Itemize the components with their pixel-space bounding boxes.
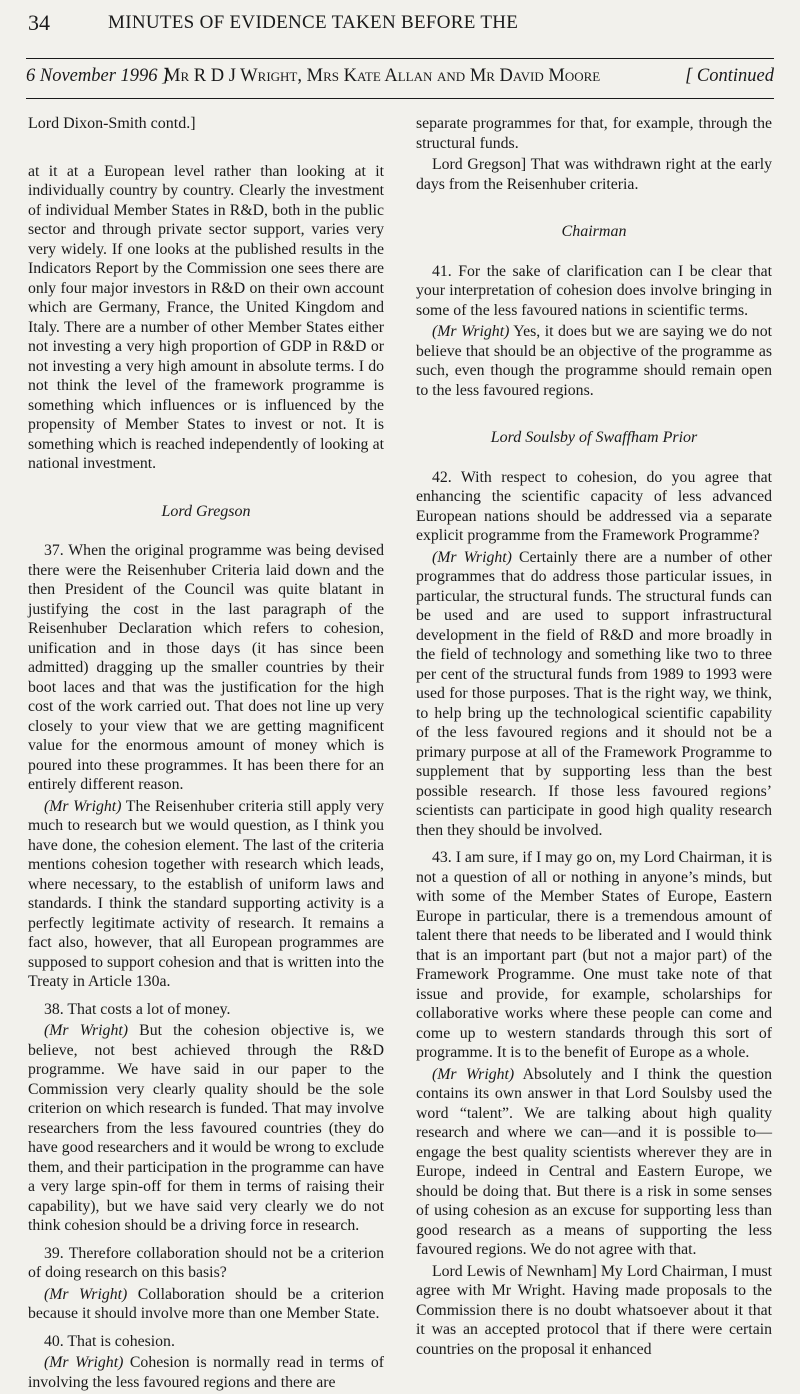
running-title: MINUTES OF EVIDENCE TAKEN BEFORE THE xyxy=(108,12,519,33)
question-38: 38. That costs a lot of money. xyxy=(44,1000,231,1018)
speaker-heading: Lord Soulsby of Swaffham Prior xyxy=(490,429,698,446)
interjection-gregson: Lord Gregson] That was withdrawn right at the early days from the Reisenhuber criteria. xyxy=(416,156,772,193)
left-column xyxy=(28,114,384,1394)
interjection-lewis: Lord Lewis of Newnham] My Lord Chairman, I must agree with Mr Wright. Having made proposals to the Commission there is no doubt whatsoever about it that it was an accepted protocol that if there were certain countries on the proposal it enhanced xyxy=(416,1262,772,1358)
answer-text: Collaboration should be a criterion because it should involve more than one Member State. xyxy=(28,1285,384,1322)
answer-37 xyxy=(28,797,384,992)
answer-text: But the cohesion objective is, we believe, not best achieved through the R&D programme. We have said in our paper to the Commission very clearly quality should be the sole criterion on which research is funded. That may involve researchers from the less favoured countries (they do have good researchers and it would be wrong to exclude them, and their participation in the programme can have a very large spin-off for them in terms of raising their capability), but we have said very clearly we do not think cohesion should be a driving force in research. xyxy=(28,1022,384,1234)
answer-42 xyxy=(416,548,772,841)
witness-label: (Mr Wright) xyxy=(432,548,512,566)
answer-43 xyxy=(416,1065,772,1260)
witness-label: (Mr Wright) xyxy=(44,1285,128,1303)
question-37: 37. When the original programme was being devised there were the Reisenhuber Criteria laid down and the then President of the Council was quite blatant in justifying the cost in the last paragraph of the Reisenhuber Declaration which refers to cohesion, unification and in those days (it has since been admitted) dragging up the smaller countries by their boot laces and that was the justification for the high cost of the work carried out. That does not line up very closely to your view that we are getting magnificent value for the enormous amount of money which is poured into these programmes. It has been there for an entirely different reason. xyxy=(28,542,384,793)
answer-text: Certainly there are a number of other programmes that do address those particular issues, in particular, the structural funds. The structural funds can be used and are used to support infrastructural development in the field of R&D and more broadly in the field of technology and something like two to three per cent of the structural funds from 1989 to 1993 were used for those purposes. That is the right way, we think, to help bring up the technological scientific capability of the less favoured regions and it should not be a primary purpose at all of the Framework Programme to supplement that by supporting less than the best possible research. If those less favoured regions’ scientists can participate in good high quality research then they should be involved. xyxy=(416,548,772,839)
page-header xyxy=(26,10,774,36)
answer-text: Yes, it does but we are saying we do not believe that should be an objective of the programme as such, even though the programme should remain open to the less favoured regions. xyxy=(416,323,772,399)
answer-38 xyxy=(28,1021,384,1236)
answer-text: The Reisenhuber criteria still apply very much to research but we would question, as I think you have done, the cohesion element. The last of the criteria mentions cohesion together with research which leads, where necessary, to the establish of uniform laws and standards. I think the standard supporting activity is a perfectly legitimate activity of research. It remains a fact also, however, that all European programmes are supposed to support cohesion and that is written into the Treaty in Article 130a. xyxy=(28,797,384,990)
question-42: 42. With respect to cohesion, do you agree that enhancing the scientific capacity of less advanced European nations should be addressed via a separate explicit programme from the Framework Programme? xyxy=(416,468,772,544)
answer-41 xyxy=(416,322,772,400)
question-41: 41. For the sake of clarification can I be clear that your interpretation of cohesion does involve bringing in some of the less favoured nations in scientific terms. xyxy=(416,262,772,319)
witness-names: Mr R D J Wright, Mrs Kate Allan and Mr David Moore xyxy=(164,66,601,86)
witness-label: (Mr Wright) xyxy=(44,1022,128,1039)
question-40: 40. That is cohesion. xyxy=(44,1332,175,1350)
right-column xyxy=(416,114,772,1361)
answer-40 xyxy=(28,1353,384,1392)
speaker-heading: Lord Gregson xyxy=(161,502,251,520)
header-rule-bottom xyxy=(26,98,774,99)
page-number: 34 xyxy=(28,10,50,35)
witness-label: (Mr Wright) xyxy=(44,797,122,815)
question-39: 39. Therefore collaboration should not be a criterion of doing research on this basis? xyxy=(28,1244,384,1281)
paragraph: at it at a European level rather than looking at it individually country by country. Clearly the investment of individual Member States in R&D, both in the public sector and through private sector support, varies very very widely. If one looks at the published results in the Indicators Report by the Commission one sees there are only four major investors in R&D on their own account which are Germany, France, the United Kingdom and Italy. There are a number of other Member States either not investing a very high proportion of GDP in R&D or not investing a very high amount in absolute terms. I do not think the level of the framework programme is something which influences or is influenced by the propensity of Member States to invest or not. It is something which is reached independently of looking at national investment. xyxy=(28,162,384,472)
session-line xyxy=(26,64,774,92)
witness-label: (Mr Wright) xyxy=(432,1065,515,1083)
answer-text: Cohesion is normally read in terms of involving the less favoured regions and there are xyxy=(28,1354,384,1391)
continued-marker: [ Continued xyxy=(685,66,774,86)
witness-label: (Mr Wright) xyxy=(44,1354,124,1371)
question-43: 43. I am sure, if I may go on, my Lord Chairman, it is not a question of all or nothing in anyone’s minds, but with some of the Member States of Europe, Eastern Europe in particular, there is a tremendous amount of talent there that needs to be liberated and I would think that is an important part (but not a major part) of the Framework Programme. One must take note of that issue and provide, for example, scholarships for collaborative works where these people can come and come up to western standards through this sort of programme. It is to the benefit of Europe as a whole. xyxy=(416,849,773,1061)
speaker-heading: Chairman xyxy=(561,223,627,240)
continued-speaker: Lord Dixon-Smith contd.] xyxy=(28,115,196,132)
answer-text: Absolutely and I think the question contains its own answer in that Lord Soulsby used the word “talent”. We are talking about high quality research and where we can—and it is possible to—engage the best quality scientists wherever they are in Europe, indeed in Central and Eastern Europe, we should be doing that. But there is a risk in some senses of using cohesion as an excuse for supporting less than good research as a means of supporting the less favoured regions. We do not agree with that. xyxy=(416,1065,772,1258)
paragraph: separate programmes for that, for example, through the structural funds. xyxy=(416,115,772,152)
witness-label: (Mr Wright) xyxy=(432,323,510,340)
answer-39 xyxy=(28,1285,384,1324)
header-rule-top xyxy=(26,58,774,59)
session-date: 6 November 1996 ] xyxy=(26,66,170,86)
